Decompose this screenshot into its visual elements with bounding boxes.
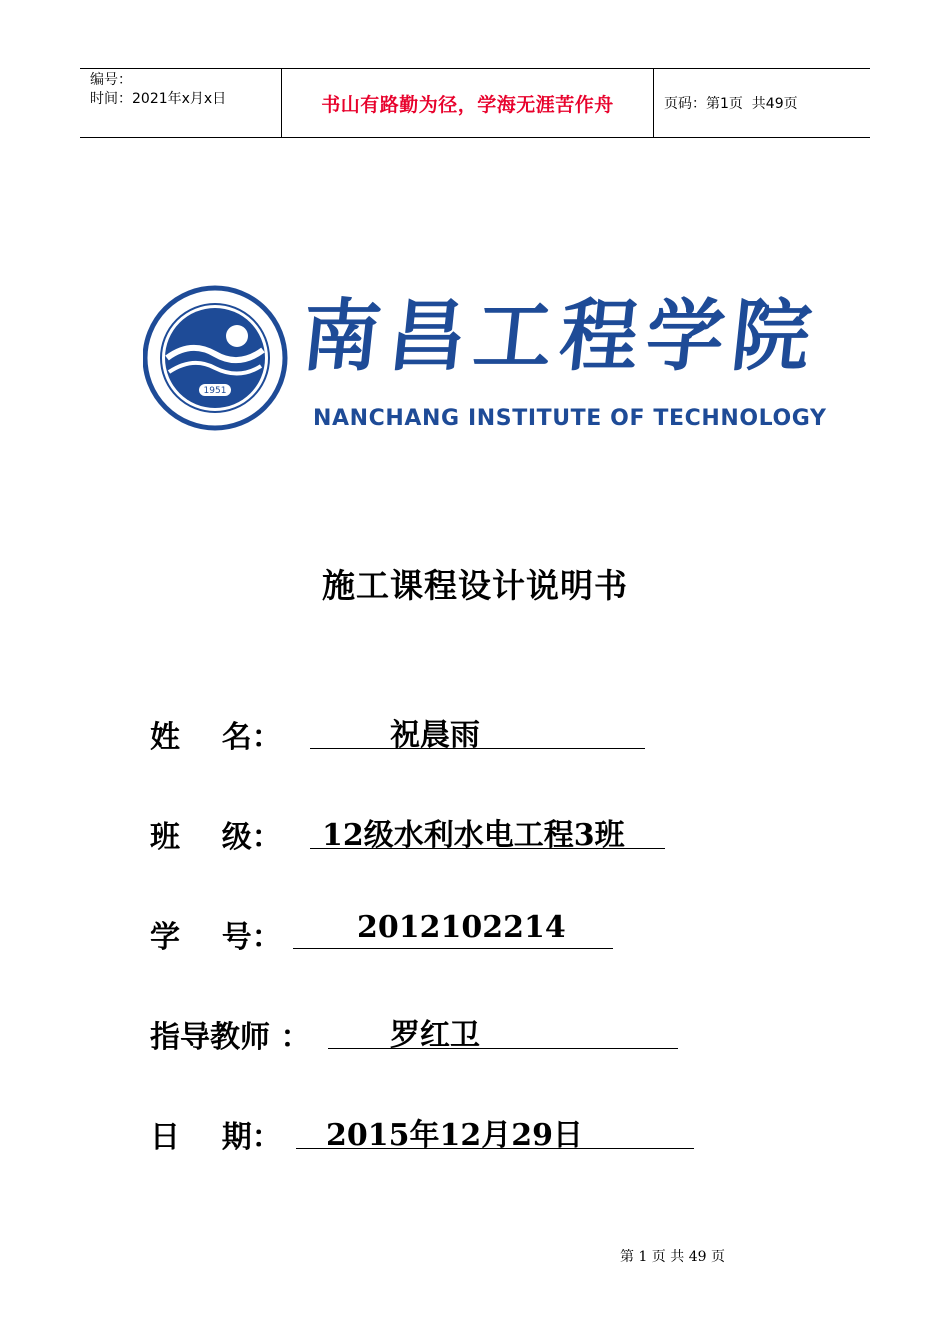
- document-title: 施工课程设计说明书: [322, 566, 628, 605]
- logo-char: 昌: [383, 291, 472, 382]
- field-value-name: 祝晨雨: [390, 718, 480, 753]
- field-name: [150, 712, 282, 756]
- header-motto: 书山有路勤为径，学海无涯苦作舟: [282, 69, 654, 137]
- field-date: [150, 1112, 282, 1156]
- institute-seal-icon: [143, 280, 293, 438]
- logo-char: 院: [727, 291, 816, 382]
- header-meta: [80, 69, 282, 137]
- logo-char: 工: [469, 291, 558, 382]
- page-footer: 第 1 页 共 49 页: [620, 1249, 725, 1265]
- logo-char: 程: [555, 291, 644, 382]
- field-underline: [328, 1008, 678, 1049]
- field-label: 学 号：: [150, 920, 282, 955]
- seal-year: 1951: [203, 386, 227, 396]
- doc-date: 时间：2021年x月x日: [90, 91, 227, 107]
- doc-number-label: 编号：: [90, 72, 132, 88]
- field-label: 班 级：: [150, 820, 282, 855]
- field-label: 指导教师 ：: [150, 1020, 311, 1055]
- field-class: [150, 812, 282, 856]
- page-info-text: 页码：第1页 共49页: [664, 96, 798, 112]
- field-value-student-id: 2012102214: [357, 910, 566, 945]
- field-student-id: [150, 912, 282, 956]
- institute-name-en: NANCHANG INSTITUTE OF TECHNOLOGY: [313, 406, 827, 431]
- institute-logo: [143, 280, 827, 438]
- field-label: 姓 名：: [150, 720, 282, 755]
- field-value-advisor: 罗红卫: [390, 1018, 480, 1053]
- field-label: 日 期：: [150, 1120, 282, 1155]
- field-advisor: [150, 1012, 310, 1056]
- field-value-class: 12级水利水电工程3班: [322, 818, 625, 853]
- logo-char: 南: [297, 291, 386, 382]
- field-value-date: 2015年12月29日: [326, 1118, 583, 1153]
- page-header: [80, 68, 870, 138]
- logo-char: 学: [641, 291, 730, 382]
- institute-name-cn: [297, 280, 816, 382]
- header-page-info: [654, 69, 870, 137]
